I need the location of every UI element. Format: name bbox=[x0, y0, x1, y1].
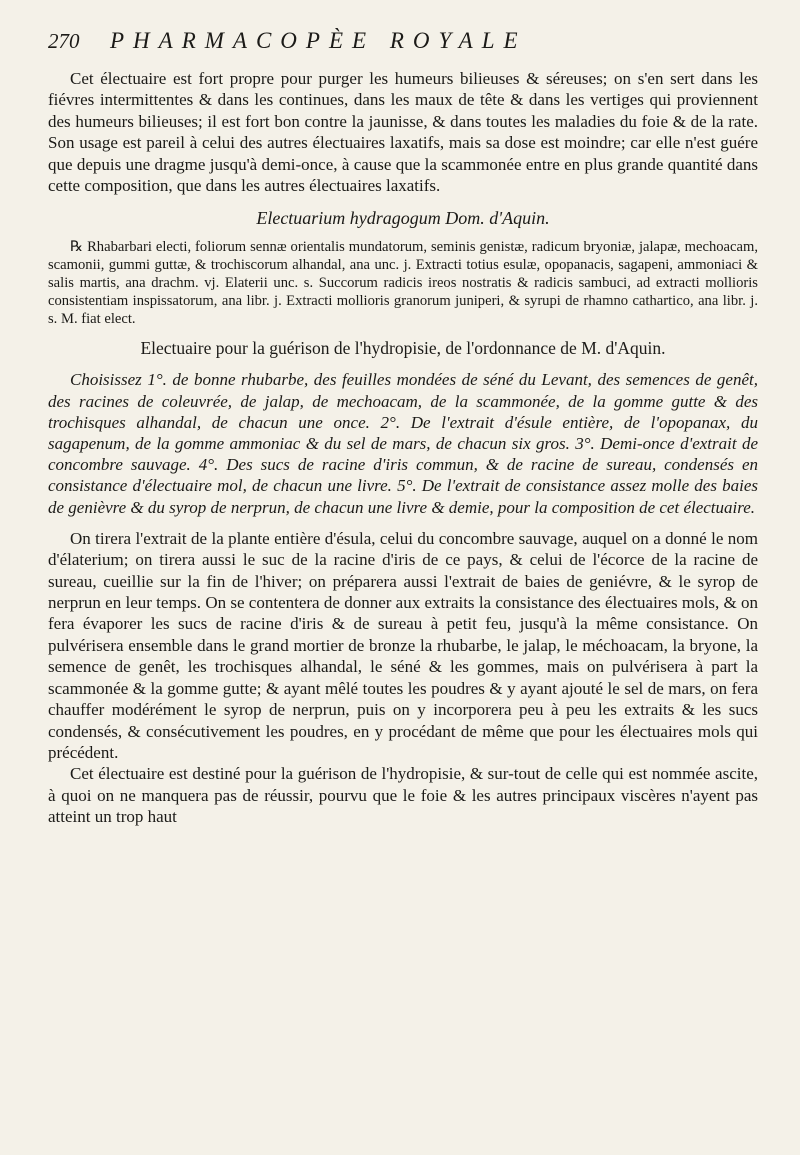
latin-recipe-title: Electuarium hydragogum Dom. d'Aquin. bbox=[256, 208, 550, 229]
usage-paragraph: Cet électuaire est destiné pour la guérison de l'hydropisie, & sur-tout de celle qui est nommée ascite, à quoi on ne manquera pas de réussir, pourvu que le foie & les autres principaux viscères n'ayent pas atteint un trop haut bbox=[48, 764, 758, 827]
french-recipe-title: Electuaire pour la guérison de l'hydropisie, de l'ordonnance de M. d'Aquin. bbox=[140, 338, 666, 359]
french-recipe: Choisissez 1°. de bonne rhubarbe, des feuilles mondées de séné du Levant, des semences de genêt, des racines de coleuvrée, de jalap, de mechoacam, de la scammonée, de la gomme gutte & des trochisques alhandal, de chacun une once. 2°. De l'extrait d'ésule entière, de l'opopanax, du sagapenum, de la gomme ammoniac & du sel de mars, de chacun six gros. 3°. Demi-once d'extrait de concombre sauvage. 4°. Des sucs de racine d'iris commun, & de racine de sureau, condensés en consistance d'électuaire mol, de chacun une livre. 5°. De l'extrait de consistance assez molle des baies de genièvre & du syrop de nerprun, de chacun une livre & demie, pour la composition de cet électuaire. bbox=[48, 370, 758, 517]
latin-recipe bbox=[48, 239, 758, 328]
preparation-paragraph: On tirera l'extrait de la plante entière d'ésula, celui du concombre sauvage, auquel on a donné le nom d'élaterium; on tirera aussi le suc de la racine d'iris de ce pays, & celui de l'écorce de la racine de sureau, cueillie sur la fin de l'hiver; on préparera aussi l'extrait de baies de geniévre, & le syrop de nerprun en leur temps. On se contentera de donner aux extraits la consistance des électuaires mols, & on fera évaporer les sucs de racine d'iris & de sureau à petit feu, jusqu'à la même consistance. On pulvérisera ensemble dans le grand mortier de bronze la rhubarbe, le jalap, le méchoacam, la bryone, la semence de genêt, les trochisques alhandal, le séné & les gommes, mais on pulvérisera à part la scammonée & la gomme gutte; & ayant mêlé toutes les poudres & y ayant ajouté le sel de mars, on fera chauffer modérément le syrop de nerprun, puis on y incorporera peu à peu les extraits & les sucs condensés, & consécutivement les poudres, en y procédant de même que pour les électuaires mols qui précédent. bbox=[48, 528, 758, 762]
latin-recipe-text: Rhabarbari electi, foliorum sennæ orientalis mundatorum, seminis genistæ, radicum bryoniæ, jalapæ, mechoacam, scamonii, gummi guttæ, & trochiscorum alhandal, ana unc. j. Extracti totius esulæ, opopanacis, sagapeni, ammoniaci & salis martis, ana drachm. vj. Elaterii unc. s. Succorum radicis ireos nostratis & radicis sambuci, ad extracti mollioris consistentiam inspissatorum, ana libr. j. Extracti mollioris granorum juniperi, & syrupi de rhamno cathartico, ana libr. j. s. M. fiat elect. bbox=[48, 239, 758, 327]
intro-paragraph: Cet électuaire est fort propre pour purger les humeurs bilieuses & séreuses; on s'en sert dans les fiévres intermittentes & dans les continues, dans les maux de tête & dans les vertiges qui proviennent des humeurs bilieuses; il est fort bon contre la jaunisse, & dans toutes les maladies du foie & de la rate. Son usage est pareil à celui des autres électuaires laxatifs, mais sa dose est moindre; car elle n'est guére que depuis une dragme jusqu'à demi-once, à cause que la scammonée entre en plus grande quantité dans cette composition, que dans les autres électuaires laxatifs. bbox=[48, 69, 758, 196]
page-header bbox=[48, 28, 758, 68]
running-title: PHARMACOPÈE ROYALE bbox=[110, 28, 527, 53]
page-number: 270 bbox=[48, 29, 80, 53]
recipe-symbol: ℞ bbox=[70, 239, 84, 256]
